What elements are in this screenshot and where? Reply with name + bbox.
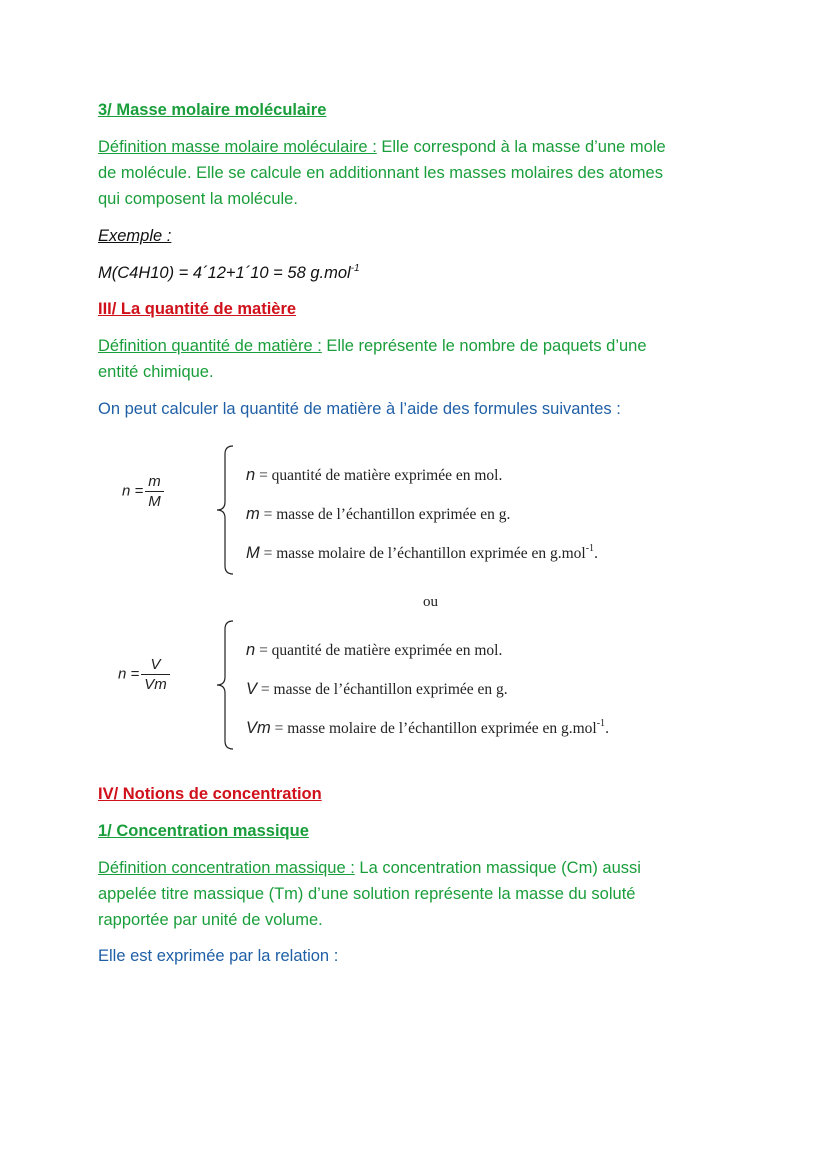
formula-1-def-molar-mass-exponent: -1 (585, 542, 595, 554)
section-iii-definition-label: Définition quantité de matière : (98, 337, 322, 355)
section-iii-definition-text: Elle représente le nombre de paquets d’une (321, 337, 647, 355)
formula-2-def-v (246, 680, 508, 699)
separator-ou: ou (423, 594, 438, 610)
relation-intro: Elle est exprimée par la relation : (98, 947, 339, 965)
formulas-intro: On peut calculer la quantité de matière à l’aide des formules suivantes : (98, 400, 621, 418)
formula-1-def-molar-mass-symbol: M (246, 544, 260, 562)
section-iv-definition-line-3: rapportée par unité de volume. (98, 911, 323, 929)
formula-2-def-vm-symbol: Vm (246, 719, 271, 737)
formula-2-def-vm-text: = masse molaire de l’échantillon exprimée en g.mol (270, 720, 597, 737)
formula-1-fraction (145, 473, 164, 510)
formula-1-def-molar-mass (246, 544, 598, 563)
section-iv-definition-line-2: appelée titre massique (Tm) d’une solution représente la masse du soluté (98, 885, 636, 903)
section-iii-definition-line-1 (98, 333, 647, 359)
formula-2-def-v-text: = masse de l’échantillon exprimée en g. (257, 681, 508, 698)
formula-1-def-molar-mass-text: = masse molaire de l’échantillon exprimée en g.mol (259, 545, 586, 562)
section-iv-definition-line-1 (98, 855, 641, 881)
formula-1-def-n-text: = quantité de matière exprimée en mol. (255, 467, 503, 484)
formula-2-def-vm-tail: . (605, 720, 609, 737)
section-3-definition-label: Définition masse molaire moléculaire : (98, 138, 377, 156)
formula-2-def-v-symbol: V (246, 680, 258, 698)
section-3-definition-line-2: de molécule. Elle se calcule en additionnant les masses molaires des atomes (98, 164, 663, 182)
formula-1-numerator: m (148, 473, 161, 490)
formula-1-def-molar-mass-tail: . (594, 545, 598, 562)
section-iv-definition-text: La concentration massique (Cm) aussi (354, 859, 641, 877)
example-formula-exponent: -1 (350, 262, 360, 274)
formula-2-def-n-text: = quantité de matière exprimée en mol. (255, 642, 503, 659)
section-iv-heading: IV/ Notions de concentration (98, 785, 322, 803)
formula-2-def-n (246, 641, 502, 660)
example-formula (98, 260, 360, 286)
formula-2-equation (118, 656, 170, 693)
section-iii-definition-line-2: entité chimique. (98, 363, 214, 381)
formula-2-fraction (141, 656, 170, 693)
section-3-definition-text: Elle correspond à la masse d’une mole (376, 138, 666, 156)
formula-1-brace (205, 444, 235, 576)
example-label: Exemple : (98, 227, 172, 245)
formula-2-numerator: V (150, 656, 161, 673)
section-3-definition-line-1 (98, 134, 666, 160)
formula-1-equation (122, 473, 164, 510)
section-iv-definition-label: Définition concentration massique : (98, 859, 355, 877)
section-3-heading: 3/ Masse molaire moléculaire (98, 101, 327, 119)
formula-2-def-vm-exponent: -1 (596, 717, 606, 729)
formula-1-def-m (246, 505, 510, 524)
formula-1-def-n (246, 466, 502, 485)
formula-1-lhs: n = (122, 482, 144, 500)
formula-1-def-n-symbol: n (246, 466, 256, 484)
example-formula-text: M(C4H10) = 4´12+1´10 = 58 g.mol (98, 264, 351, 282)
section-3-definition-line-3: qui composent la molécule. (98, 190, 298, 208)
formula-1-def-m-text: = masse de l’échantillon exprimée en g. (259, 506, 511, 523)
formula-1-denominator: M (145, 491, 164, 510)
formula-2-def-vm (246, 719, 609, 738)
formula-2-def-n-symbol: n (246, 641, 256, 659)
formula-2-lhs: n = (118, 665, 140, 683)
formula-2-denominator: Vm (141, 674, 170, 693)
formula-2-brace (205, 619, 235, 751)
section-iv-subheading: 1/ Concentration massique (98, 822, 309, 840)
formula-1-def-m-symbol: m (246, 505, 260, 523)
section-iii-heading: III/ La quantité de matière (98, 300, 297, 318)
